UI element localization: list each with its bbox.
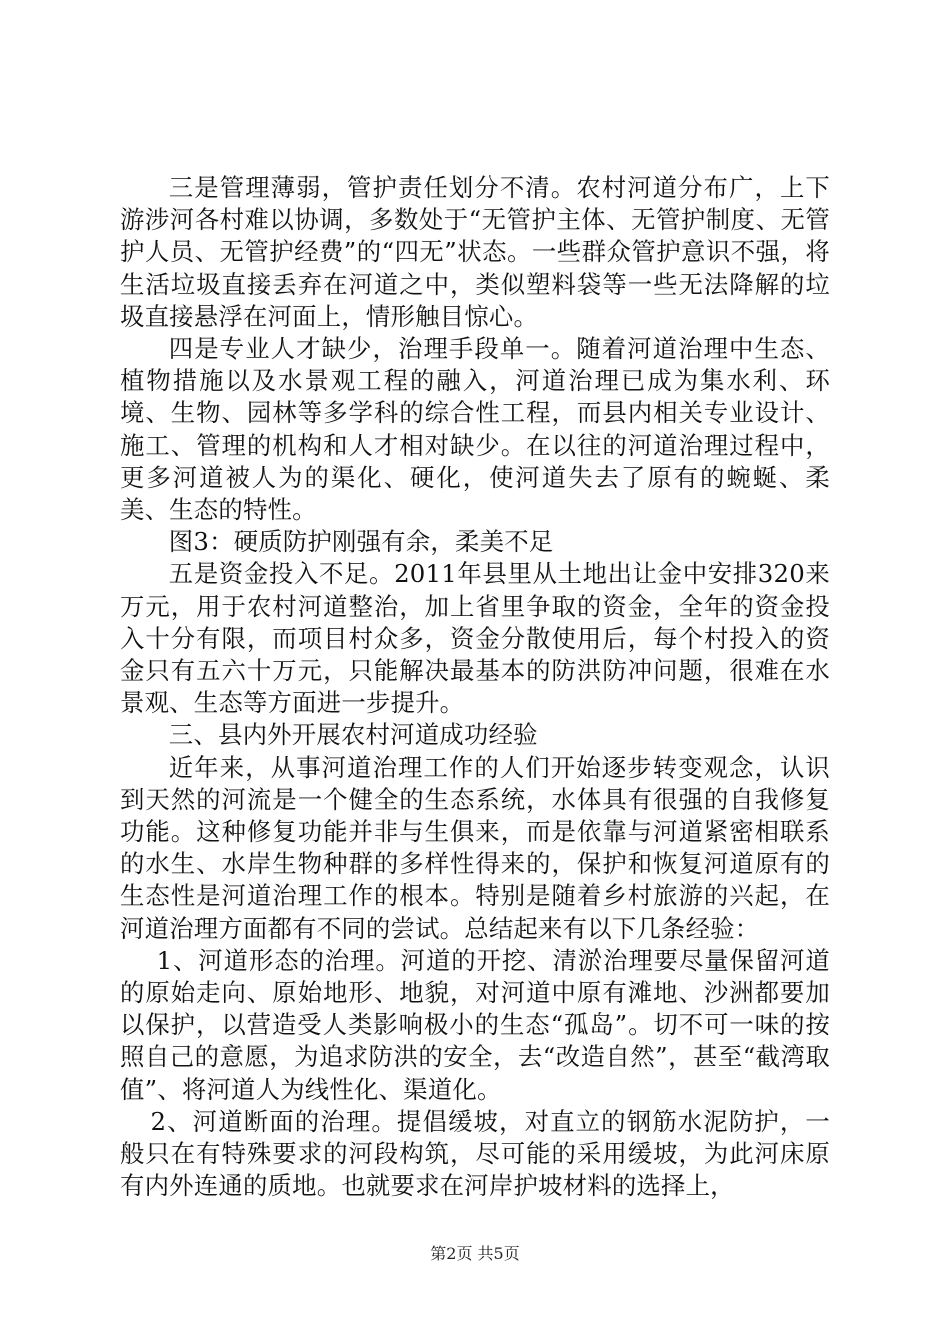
page-footer: 第2页 共5页: [430, 1244, 520, 1263]
paragraph-talent-shortage: 四是专业人才缺少，治理手段单一。随着河道治理中生态、植物措施以及水景观工程的融入，河道治理已成为集水利、环境、生物、园林等多学科的综合性工程，而县内相关专业设计、施工、管理的机构和人才相对缺少。在以往的河道治理过程中，更多河道被人为的渠化、硬化，使河道失去了原有的蜿蜒、柔美、生态的特性。: [120, 334, 830, 525]
figure-caption: 图3：硬质防护刚强有余，柔美不足: [168, 527, 554, 557]
paragraph-river-form: 1、河道形态的治理。河道的开挖、清淤治理要尽量保留河道的原始走向、原始地形、地貌，对河道中原有滩地、沙洲都要加以保护，以营造受人类影响极小的生态“孤岛”。切不可一味的按照自己的意愿，为追求防洪的安全，去“改造自然”，甚至“截湾取值”、将河道人为线性化、渠道化。: [120, 945, 830, 1104]
paragraph-experience-intro: 近年来，从事河道治理工作的人们开始逐步转变观念，认识到天然的河流是一个健全的生态系统，水体具有很强的自我修复功能。这种修复功能并非与生俱来，而是依靠与河道紧密相联系的水生、水岸生物种群的多样性得来的，保护和恢复河道原有的生态性是河道治理工作的根本。特别是随着乡村旅游的兴起，在河道治理方面都有不同的尝试。总结起来有以下几条经验：: [120, 752, 830, 943]
body-text: [120, 172, 830, 1203]
section-heading: 三、县内外开展农村河道成功经验: [168, 720, 538, 750]
paragraph-river-section: 2、河道断面的治理。提倡缓坡，对直立的钢筋水泥防护，一般只在有特殊要求的河段构筑，尽可能的采用缓坡，为此河床原有内外连通的质地。也就要求在河岸护坡材料的选择上，: [120, 1106, 830, 1201]
paragraph-funding: 五是资金投入不足。2011年县里从土地出让金中安排320来万元，用于农村河道整治，加上省里争取的资金，全年的资金投入十分有限，而项目村众多，资金分散使用后，每个村投入的资金只有五六十万元，只能解决最基本的防洪防冲问题，很难在水景观、生态等方面进一步提升。: [120, 559, 830, 718]
paragraph-management-weak: 三是管理薄弱，管护责任划分不清。农村河道分布广，上下游涉河各村难以协调，多数处于“无管护主体、无管护制度、无管护人员、无管护经费”的“四无”状态。一些群众管护意识不强，将生活垃圾直接丢弃在河道之中，类似塑料袋等一些无法降解的垃圾直接悬浮在河面上，情形触目惊心。: [120, 173, 830, 331]
